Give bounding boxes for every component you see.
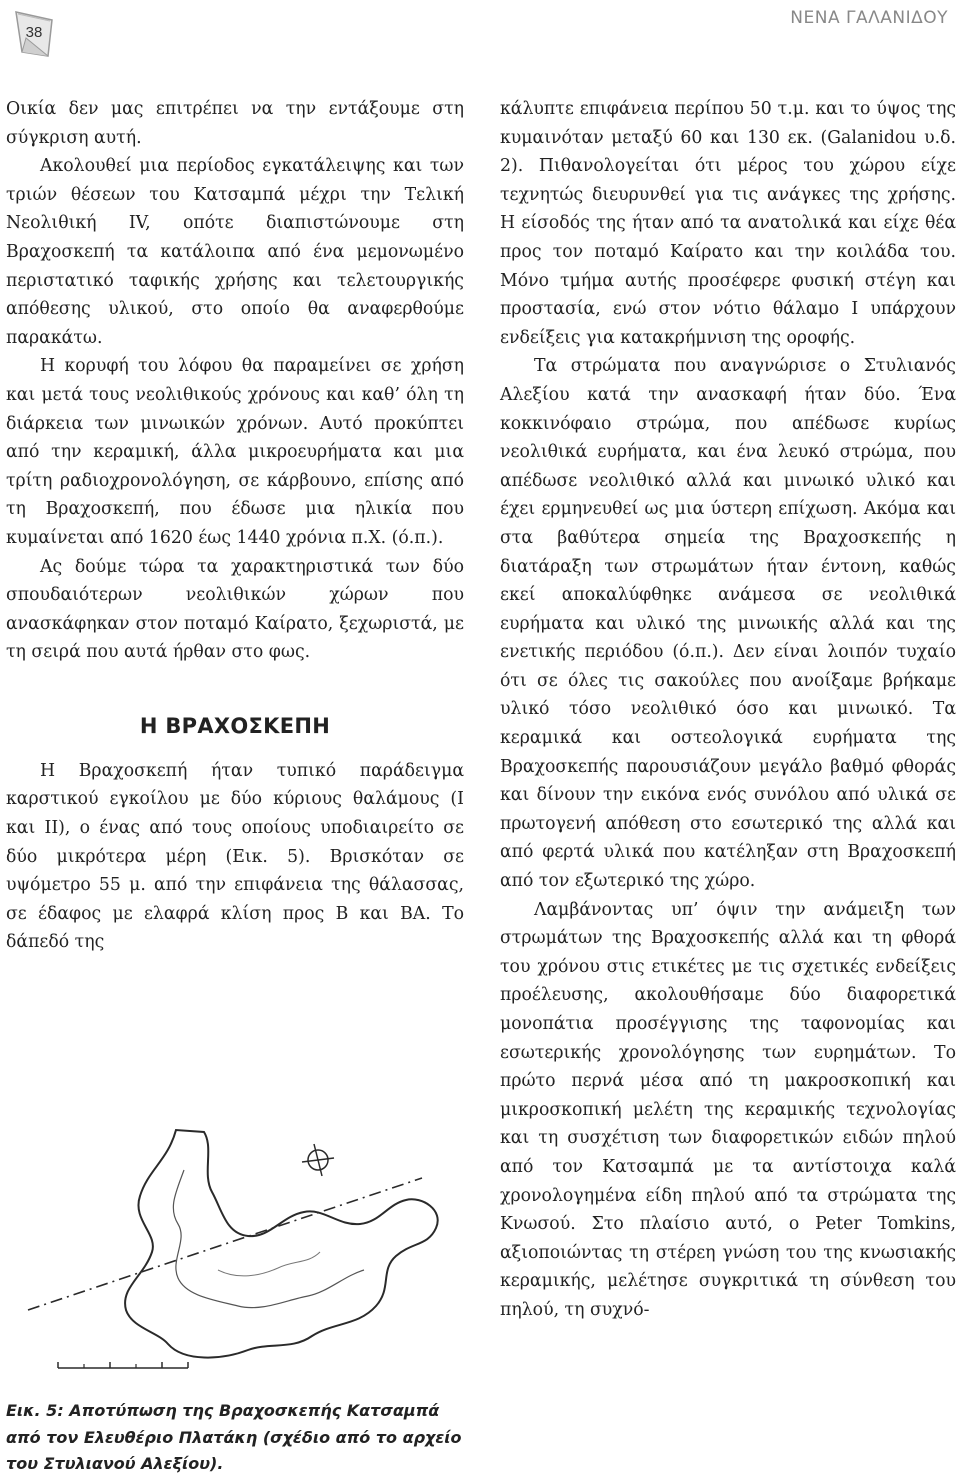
right-column: [500, 95, 956, 1325]
section-heading: Η ΒΡΑΧΟΣΚΕΠΗ: [139, 713, 331, 738]
paragraph: Ας δούμε τώρα τα χαρακτηριστικά των δύο σπουδαιότερων νεολιθικών χώρων που ανασκάφηκαν στον ποταμό Καίρατο, ξεχωριστά, με τη σειρά που αυτά ήρθαν στο φως.: [6, 556, 464, 663]
rockshelter-plan-figure: [8, 1100, 460, 1390]
page-number: 38: [25, 24, 43, 41]
running-head-author: ΝΕΝΑ ΓΑΛΑΝΙΔΟΥ: [790, 8, 948, 28]
rockshelter-plan-drawing: [8, 1100, 460, 1390]
paragraph: Η κορυφή του λόφου θα παραμείνει σε χρήση και μετά τους νεολιθικούς χρόνους και καθ’ όλη τη διάρκεια των μινωικών χρόνων. Αυτό προκύπτει από την κεραμική, άλλα μικροευρήματα και μια τρίτη ραδιοχρονολόγηση, σε κάρβουνο, επίσης από τη Βραχοσκεπή, που έδωσε μια ηλικία που κυμαίνεται από 1620 έως 1440 χρόνια π.Χ. (ό.π.).: [6, 356, 464, 548]
paragraph: Ακολουθεί μια περίοδος εγκατάλειψης και των τριών θέσεων του Κατσαμπά μέχρι την Τελική Νεολιθική IV, οπότε διαπιστώνουμε στη Βραχοσκεπή τα κατάλοιπα από ένα μεμονωμένο περιστατικό ταφικής χρήσης και τελετουργικής απόθεσης υλικού, στο οποίο θα αναφερθούμε παρακάτω.: [6, 156, 464, 348]
paragraph: Η Βραχοσκεπή ήταν τυπικό παράδειγμα καρστικού εγκοίλου με δύο κύριους θαλάμους (Ι και ΙΙ), ο ένας από τους οποίους υποδιαιρείτο σε δύο μικρότερα μέρη (Εικ. 5). Βρισκόταν σε υψόμετρο 55 μ. από την επιφάνεια της θάλασσας, σε έδαφος με ελαφρά κλίση προς Β και ΒΑ. Το δάπεδό της: [6, 760, 464, 953]
section-line: [28, 1178, 422, 1310]
figure-caption: Εικ. 5: Αποτύπωση της Βραχοσκεπής Κατσαμπά από τον Ελευθέριο Πλατάκη (σχέδιο από το αρχείο του Στυλιανού Αλεξίου).: [6, 1401, 462, 1473]
scale-bar: [58, 1362, 188, 1368]
north-arrow-icon: [302, 1144, 334, 1176]
paragraph: κάλυπτε επιφάνεια περίπου 50 τ.μ. και το ύψος της κυμαινόταν μεταξύ 60 και 130 εκ. (Galanidou υ.δ. 2). Πιθανολογείται ότι μέρος του χώρου είχε τεχνητώς διευρυνθεί για τις ανάγκες της χρήσης. Η είσοδός της ήταν από τα ανατολικά και είχε θέα προς τον ποταμό Καίρατο και την κοιλάδα του. Μόνο τμήμα αυτής προσέφερε φυσική στέγη και προστασία, ενώ στον νότιο θάλαμο Ι υπάρχουν ενδείξεις για κατακρήμνιση της οροφής.: [500, 99, 956, 348]
paragraph: Οικία δεν μας επιτρέπει να την εντάξουμε στη σύγκριση αυτή.: [6, 99, 464, 148]
shelter-outline: [125, 1130, 438, 1358]
left-column: [6, 95, 464, 957]
paragraph: Λαμβάνοντας υπ’ όψιν την ανάμειξη των στρωμάτων της Βραχοσκεπής αλλά και τη φθορά του χρόνου στις ετικέτες με τις σχετικές ενδείξεις προέλευσης, ακολουθήσαμε δύο διαφορετικά μονοπάτια προσέγγισης της ταφονομίας και εσωτερικής χρονολόγησης των ευρημάτων. Το πρώτο περνά μέσα από τη μακροσκοπική και μικροσκοπική μελέτη της κεραμικής τεχνολογίας και τη συσχέτιση των διαφορετικών ειδών πηλού από τον Κατσαμπά με τα αντίστοιχα καλά χρονολογημένα είδη πηλού από τα στρώματα της Κνωσού. Στο πλαίσιο αυτό, ο Peter Tomkins, αξιοποιώντας τη στέρεη γνώση του της κνωσιακής κεραμικής, μελέτησε συγκριτικά τη σύνθεση του πηλού, τη συχνό-: [500, 899, 956, 1320]
paragraph: Τα στρώματα που αναγνώρισε ο Στυλιανός Αλεξίου κατά την ανασκαφή ήταν δύο. Ένα κοκκινόφαιο στρώμα, που απέδωσε κυρίως νεολιθικά ευρήματα, και ένα λευκό στρώμα, που απέδωσε νεολιθικό αλλά και μινωικό υλικό και έχει ερμηνευθεί ως μια ύστερη επίχωση. Ακόμα και στα βαθύτερα σημεία της Βραχοσκεπής η διατάραξη των στρωμάτων ήταν έντονη, καθώς εκεί αποκαλύφθηκε ανάμεσα σε νεολιθικά ευρήματα και υλικό της μινωικής αλλά και της ενετικής περιόδου (ό.π.). Δεν είναι λοιπόν τυχαίο ότι σε όλες τις σακούλες που ανοίξαμε βρήκαμε υλικό τόσο νεολιθικό όσο και μινωικό. Τα κεραμικά και οστεολογικά ευρήματα της Βραχοσκεπής παρουσιάζουν μεγάλο βαθμό φθοράς και δίνουν την εικόνα ενός συνόλου από υλικά σε πρωτογενή απόθεση στο εσωτερικό της αλλά και από φερτά υλικά που κατέληξαν στη Βραχοσκεπή από τον εξωτερικό της χώρο.: [500, 356, 956, 892]
shelter-inner-contour: [218, 1252, 320, 1276]
shelter-inner-contour: [173, 1170, 364, 1308]
